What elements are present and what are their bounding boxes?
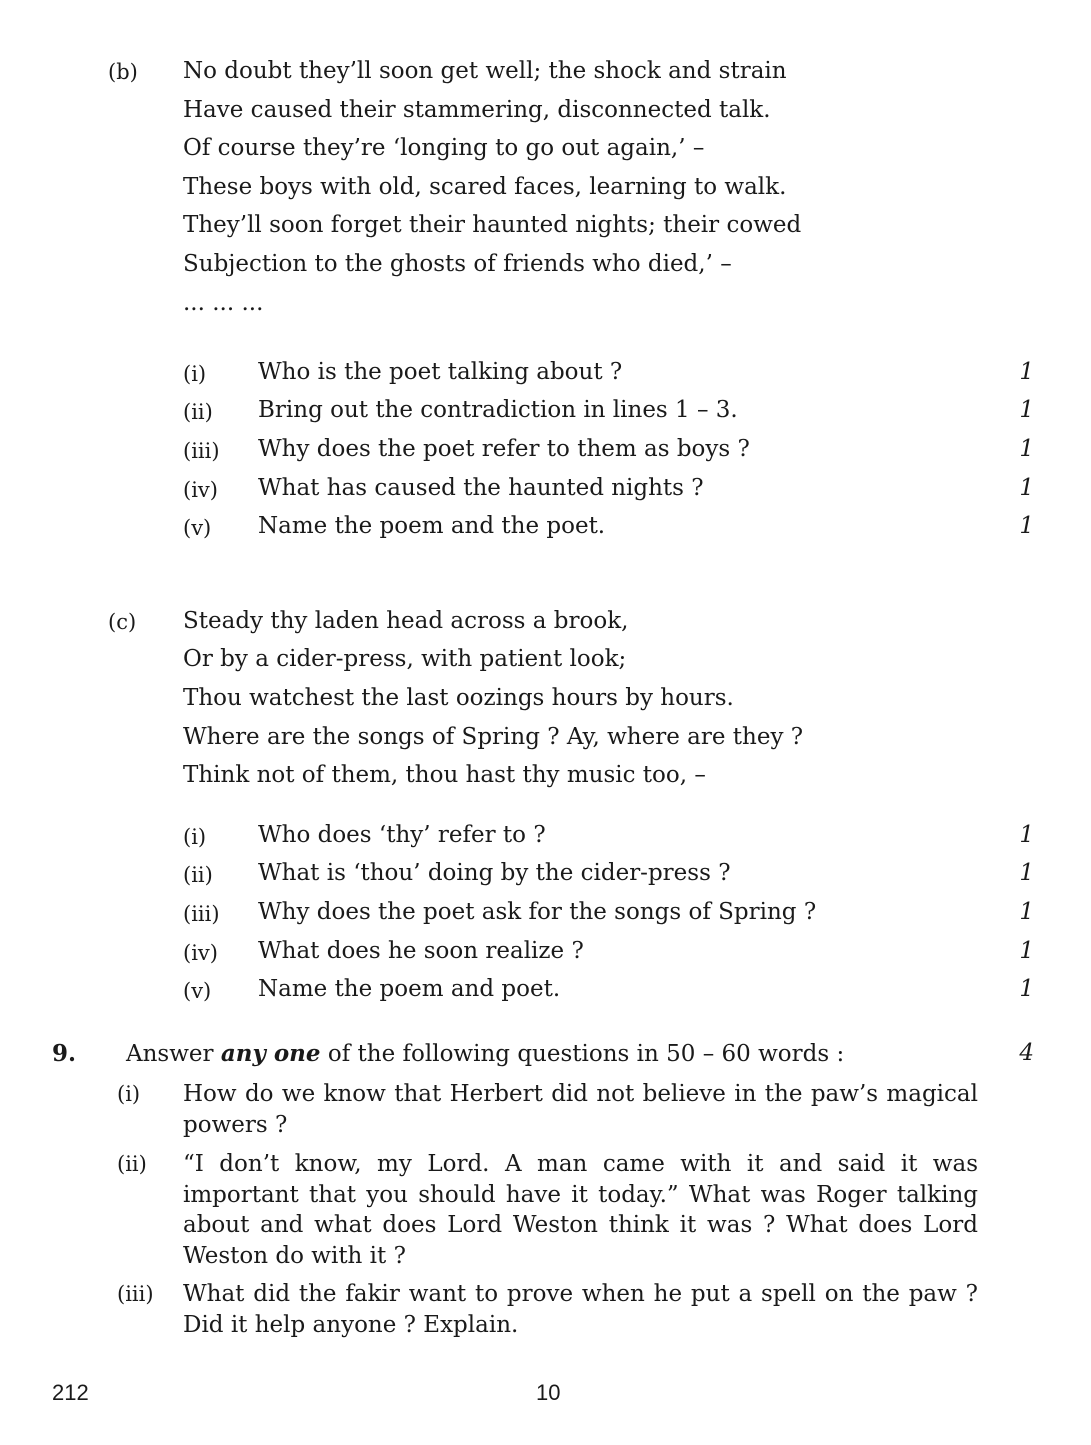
question-9-intro bbox=[126, 1040, 844, 1067]
option-text: “I don’t know, my Lord. A man came with it and said it was important that you should have it today.” What was Roger talking about and what does Lord Weston think it was ? What does Lord Weston do with it ? bbox=[183, 1151, 978, 1269]
question-text: Who does ‘thy’ refer to ? bbox=[258, 822, 546, 848]
option-text: What did the fakir want to prove when he put a spell on the paw ? Did it help anyone ? Explain. bbox=[183, 1281, 978, 1338]
poem-line: Of course they’re ‘longing to go out again,’ – bbox=[183, 135, 705, 161]
paper-code: 212 bbox=[52, 1380, 89, 1405]
poem-line: Thou watchest the last oozings hours by hours. bbox=[183, 685, 734, 711]
question-marks: 1 bbox=[1019, 860, 1034, 886]
question-text: Why does the poet ask for the songs of Spring ? bbox=[258, 899, 817, 925]
question-text: Bring out the contradiction in lines 1 – 3. bbox=[258, 397, 738, 423]
question-number: (i) bbox=[183, 825, 207, 849]
poem-line: They’ll soon forget their haunted nights; their cowed bbox=[183, 212, 802, 238]
option-number: (iii) bbox=[117, 1282, 154, 1306]
question-number: (iii) bbox=[183, 902, 220, 926]
question-number: (iv) bbox=[183, 478, 218, 502]
question-marks: 1 bbox=[1019, 899, 1034, 925]
question-number: (i) bbox=[183, 362, 207, 386]
poem-line: Where are the songs of Spring ? Ay, where are they ? bbox=[183, 724, 804, 750]
intro-emphasis: any one bbox=[220, 1040, 321, 1067]
question-text: Who is the poet talking about ? bbox=[258, 359, 623, 385]
poem-line: These boys with old, scared faces, learning to walk. bbox=[183, 174, 787, 200]
intro-text: of the following questions in 50 – 60 words : bbox=[320, 1041, 845, 1067]
section-b-label: (b) bbox=[108, 60, 138, 84]
question-marks: 1 bbox=[1019, 976, 1034, 1002]
question-marks: 1 bbox=[1019, 475, 1034, 501]
question-number: (iv) bbox=[183, 941, 218, 965]
question-marks: 1 bbox=[1019, 397, 1034, 423]
option-number: (ii) bbox=[117, 1152, 147, 1176]
poem-line: Have caused their stammering, disconnected talk. bbox=[183, 97, 771, 123]
poem-line: Or by a cider-press, with patient look; bbox=[183, 646, 627, 672]
question-text: Why does the poet refer to them as boys ? bbox=[258, 436, 750, 462]
question-number: (ii) bbox=[183, 400, 213, 424]
question-number: (ii) bbox=[183, 863, 213, 887]
intro-text: Answer bbox=[126, 1041, 221, 1067]
question-text: Name the poem and the poet. bbox=[258, 513, 606, 539]
question-marks: 1 bbox=[1019, 938, 1034, 964]
poem-ellipsis: ... ... ... bbox=[183, 290, 264, 316]
option-number: (i) bbox=[117, 1082, 141, 1106]
question-text: Name the poem and poet. bbox=[258, 976, 561, 1002]
question-9-marks: 4 bbox=[1019, 1040, 1034, 1066]
question-marks: 1 bbox=[1019, 822, 1034, 848]
question-text: What is ‘thou’ doing by the cider-press ? bbox=[258, 860, 731, 886]
question-number: (iii) bbox=[183, 439, 220, 463]
poem-line: Steady thy laden head across a brook, bbox=[183, 608, 629, 634]
question-number: (v) bbox=[183, 516, 212, 540]
question-text: What has caused the haunted nights ? bbox=[258, 475, 704, 501]
poem-line: Think not of them, thou hast thy music too, – bbox=[183, 762, 706, 788]
question-marks: 1 bbox=[1019, 359, 1034, 385]
section-c-label: (c) bbox=[108, 610, 137, 634]
question-marks: 1 bbox=[1019, 436, 1034, 462]
question-9-number: 9. bbox=[52, 1040, 77, 1067]
question-number: (v) bbox=[183, 979, 212, 1003]
poem-line: Subjection to the ghosts of friends who died,’ – bbox=[183, 251, 732, 277]
page-number: 10 bbox=[536, 1380, 561, 1405]
poem-line: No doubt they’ll soon get well; the shock and strain bbox=[183, 58, 787, 84]
option-text: How do we know that Herbert did not believe in the paw’s magical powers ? bbox=[183, 1081, 978, 1138]
question-marks: 1 bbox=[1019, 513, 1034, 539]
question-text: What does he soon realize ? bbox=[258, 938, 584, 964]
